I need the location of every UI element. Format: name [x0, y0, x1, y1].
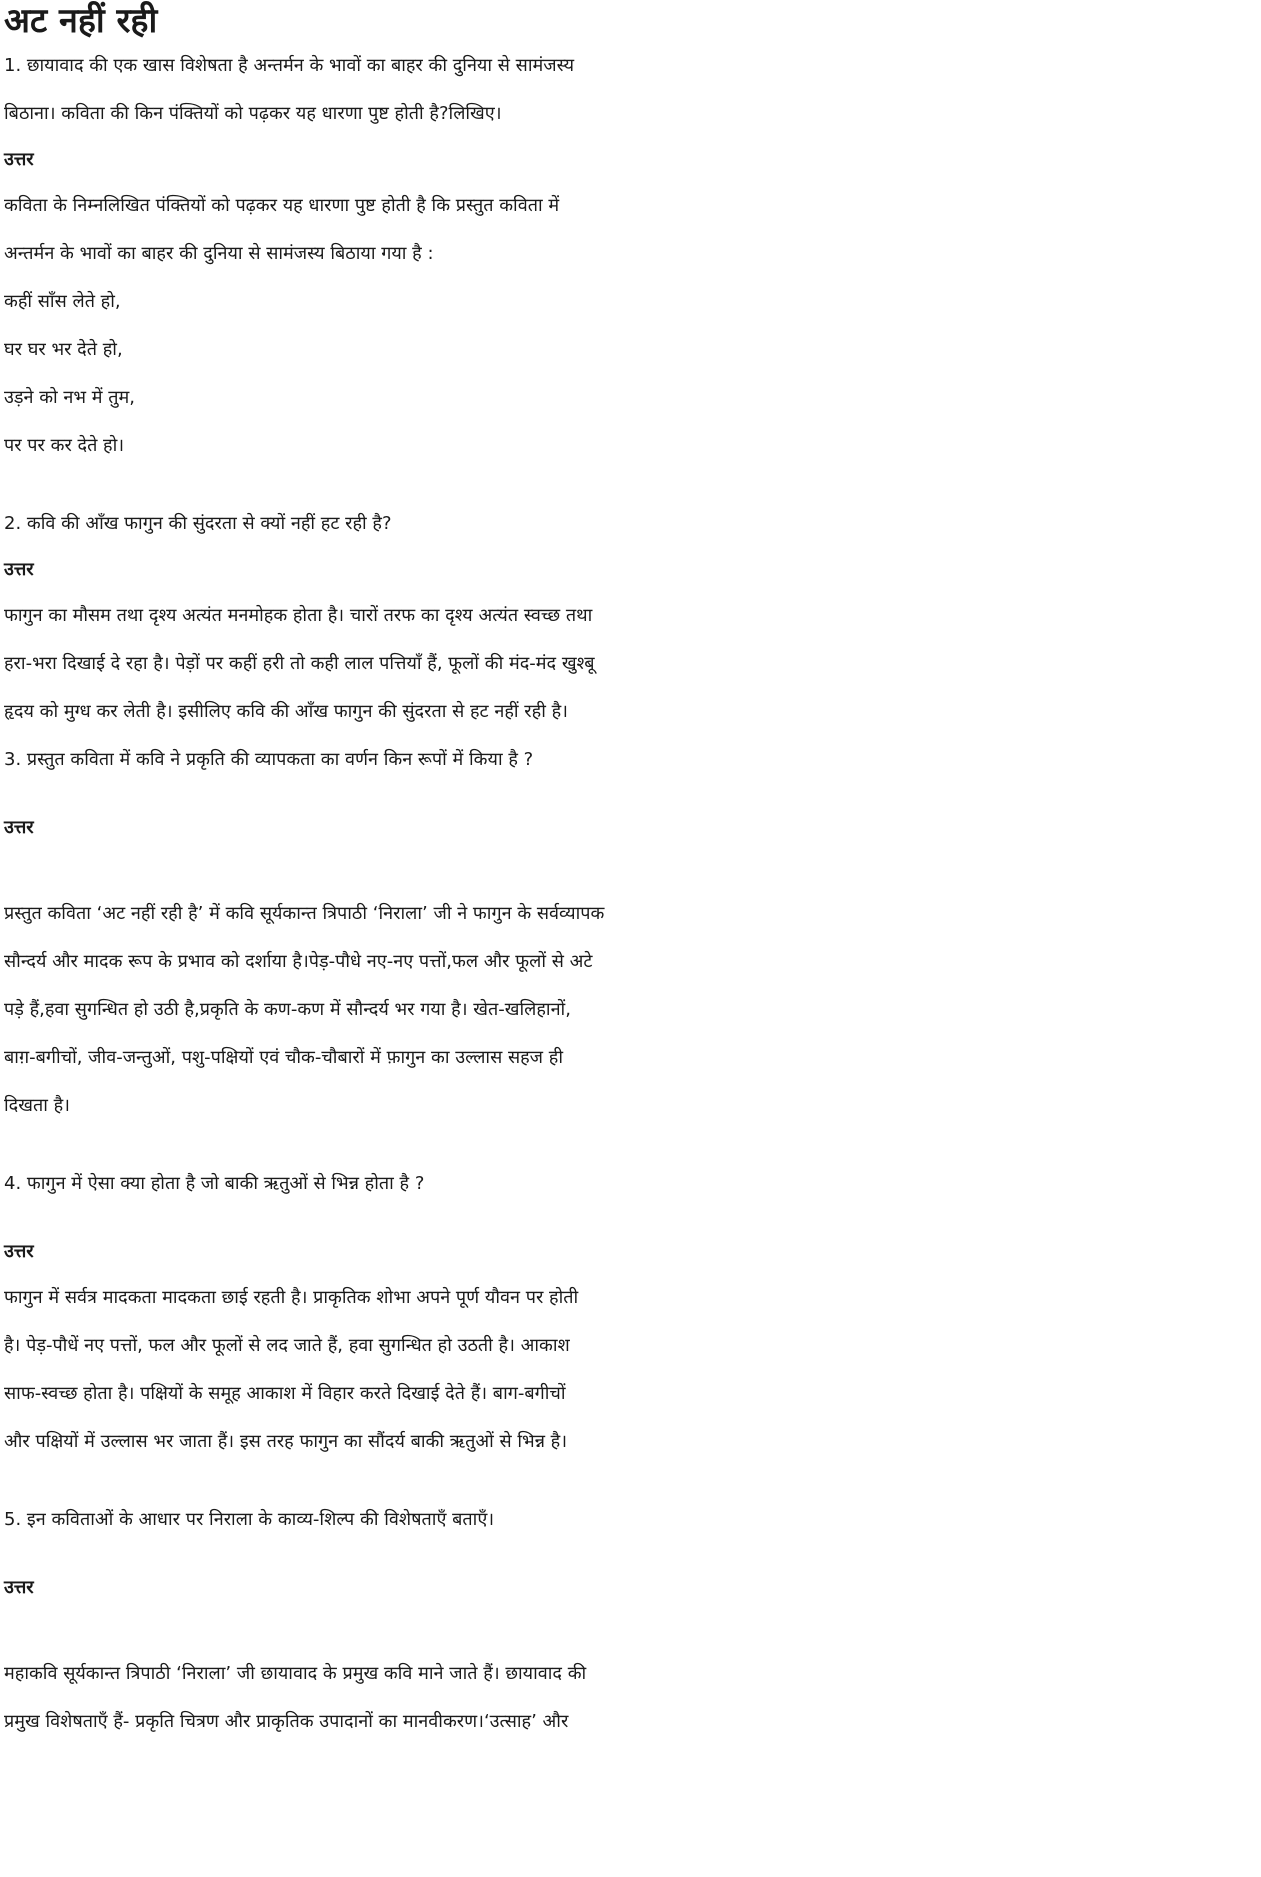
answer-4-heading: उत्तर	[4, 1241, 34, 1262]
spacer	[4, 1130, 1256, 1160]
spacer	[4, 1544, 1256, 1566]
page-title: अट नहीं रही	[4, 1, 158, 41]
spacer	[4, 1208, 1256, 1230]
poem-line: घर घर भर देते हो,	[4, 339, 123, 360]
answer-3-line: सौन्दर्य और मादक रूप के प्रभाव को दर्शाया है।पेड़-पौधे नए-नए पत्तों,फल और फूलों से अटे	[4, 951, 593, 972]
answer-1-line: कविता के निम्नलिखित पंक्तियों को पढ़कर यह धारणा पुष्ट होती है कि प्रस्तुत कविता में	[4, 195, 560, 216]
answer-3-line: बाग़-बगीचों, जीव-जन्तुओं, पशु-पक्षियों एवं चौक-चौबारों में फ़ागुन का उल्लास सहज ही	[4, 1047, 563, 1068]
spacer	[4, 784, 1256, 806]
question-5-block	[4, 1496, 1256, 1746]
answer-5-heading: उत्तर	[4, 1577, 34, 1598]
spacer	[4, 470, 1256, 500]
answer-4-line: फागुन में सर्वत्र मादकता मादकता छाई रहती है। प्राकृतिक शोभा अपने पूर्ण यौवन पर होती	[4, 1287, 579, 1308]
answer-1-heading: उत्तर	[4, 149, 34, 170]
answer-2-line: फागुन का मौसम तथा दृश्य अत्यंत मनमोहक होता है। चारों तरफ का दृश्य अत्यंत स्वच्छ तथा	[4, 605, 593, 626]
answer-4-line: साफ-स्वच्छ होता है। पक्षियों के समूह आकाश में विहार करते दिखाई देते हैं। बाग-बगीचों	[4, 1383, 566, 1404]
question-2-block	[4, 500, 1256, 736]
question-4-line: 4. फागुन में ऐसा क्या होता है जो बाकी ऋतुओं से भिन्न होता है ?	[4, 1173, 425, 1194]
question-1-line: 1. छायावाद की एक खास विशेषता है अन्तर्मन के भावों का बाहर की दुनिया से सामंजस्य	[4, 55, 575, 76]
spacer	[4, 850, 1256, 890]
question-4-block	[4, 1160, 1256, 1466]
poem-line: उड़ने को नभ में तुम,	[4, 387, 136, 408]
question-2-line: 2. कवि की आँख फागुन की सुंदरता से क्यों नहीं हट रही है?	[4, 513, 392, 534]
question-3-block	[4, 736, 1256, 1130]
answer-4-line: है। पेड़-पौधें नए पत्तों, फल और फूलों से लद जाते हैं, हवा सुगन्धित हो उठती है। आकाश	[4, 1335, 570, 1356]
poem-line: कहीं साँस लेते हो,	[4, 291, 121, 312]
answer-3-line: पड़े हैं,हवा सुगन्धित हो उठी है,प्रकृति के कण-कण में सौन्दर्य भर गया है। खेत-खलिहानों,	[4, 999, 571, 1020]
spacer	[4, 1610, 1256, 1650]
question-3-line: 3. प्रस्तुत कविता में कवि ने प्रकृति की व्यापकता का वर्णन किन रूपों में किया है ?	[4, 749, 534, 770]
question-5-line: 5. इन कविताओं के आधार पर निराला के काव्य-शिल्प की विशेषताएँ बताएँ।	[4, 1509, 495, 1530]
question-1-line: बिठाना। कविता की किन पंक्तियों को पढ़कर यह धारणा पुष्ट होती है?लिखिए।	[4, 103, 502, 124]
answer-5-line: महाकवि सूर्यकान्त त्रिपाठी ‘निराला’ जी छायावाद के प्रमुख कवि माने जाते हैं। छायावाद की	[4, 1663, 587, 1684]
answer-2-line: हृदय को मुग्ध कर लेती है। इसीलिए कवि की आँख फागुन की सुंदरता से हट नहीं रही है।	[4, 701, 568, 722]
poem-line: पर पर कर देते हो।	[4, 435, 125, 456]
question-1-block	[4, 42, 1256, 470]
answer-3-line: दिखता है।	[4, 1095, 70, 1116]
answer-2-line: हरा-भरा दिखाई दे रहा है। पेड़ों पर कहीं हरी तो कही लाल पत्तियाँ हैं, फूलों की मंद-मंद खुश्बू	[4, 653, 595, 674]
answer-5-line: प्रमुख विशेषताएँ हैं- प्रकृति चित्रण और प्राकृतिक उपादानों का मानवीकरण।‘उत्साह’ और	[4, 1711, 569, 1732]
answer-1-line: अन्तर्मन के भावों का बाहर की दुनिया से सामंजस्य बिठाया गया है :	[4, 243, 434, 264]
document-page	[4, 0, 1256, 1746]
answer-2-heading: उत्तर	[4, 559, 34, 580]
answer-3-line: प्रस्तुत कविता ‘अट नहीं रही है’ में कवि सूर्यकान्त त्रिपाठी ‘निराला’ जी ने फागुन के सर्वव्यापक	[4, 903, 605, 924]
answer-3-heading: उत्तर	[4, 817, 34, 838]
spacer	[4, 1466, 1256, 1496]
answer-4-line: और पक्षियों में उल्लास भर जाता हैं। इस तरह फागुन का सौंदर्य बाकी ऋतुओं से भिन्न है।	[4, 1431, 568, 1452]
